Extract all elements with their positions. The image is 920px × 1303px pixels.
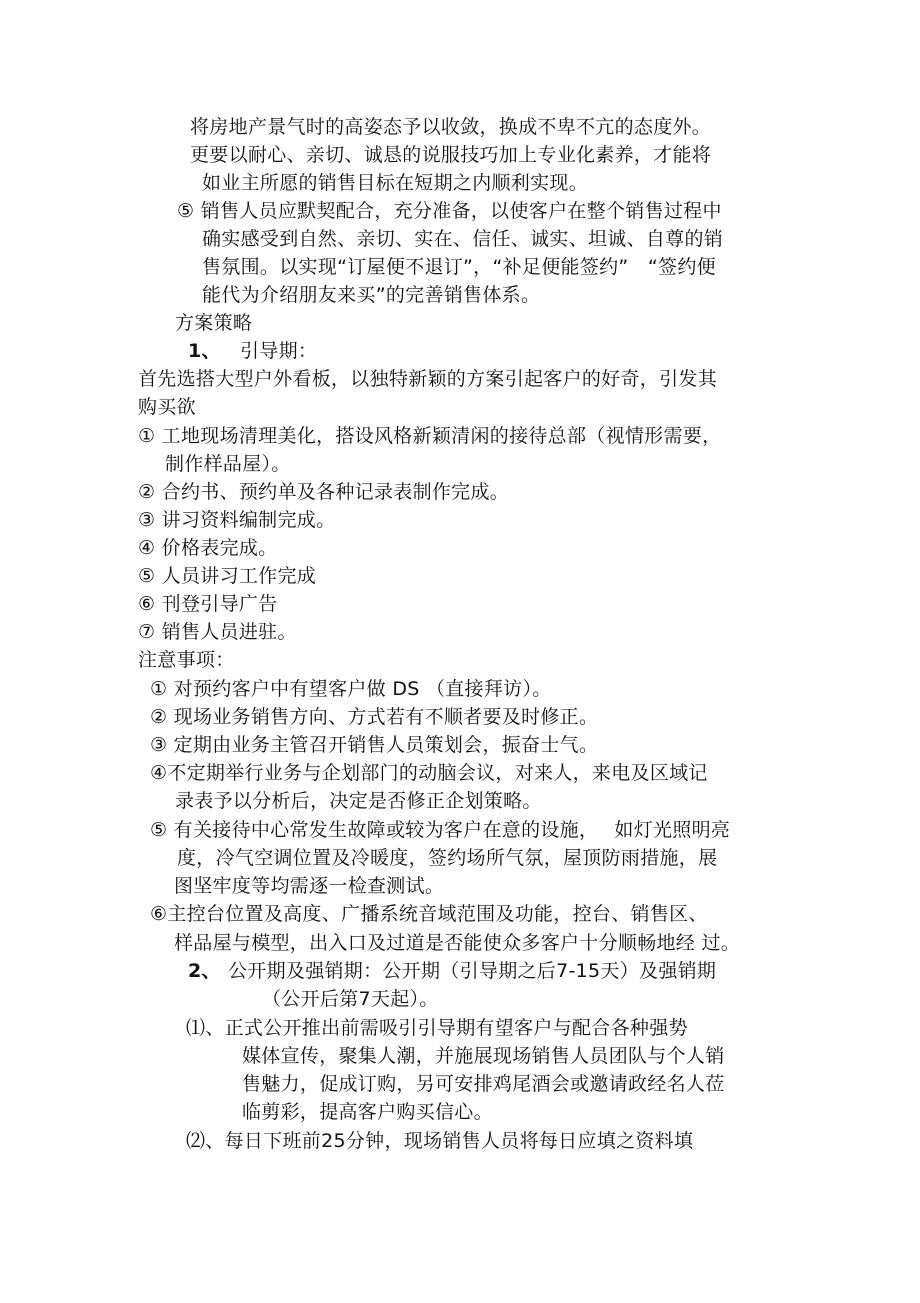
note-line: ① 对预约客户中有望客户做 DS （直接拜访）。 (150, 678, 552, 700)
note-line: 样品屋与模型，出入口及过道是否能使众多客户十分顺畅地经 过。 (174, 932, 741, 954)
phase1-task: ⑤ 人员讲习工作完成 (138, 565, 317, 587)
phase2-sub1-line: ⑴、正式公开推出前需吸引引导期有望客户与配合各种强势 (186, 1017, 688, 1039)
phase2-sub1-line: 售魅力，促成订购，另可安排鸡尾酒会或邀请政经名人莅 (242, 1073, 725, 1095)
strategy-heading: 方案策略 (175, 312, 253, 334)
item5-line: 确实感受到自然、亲切、实在、信任、诚实、坦诚、自尊的销 (202, 228, 724, 250)
phase1-task: ② 合约书、预约单及各种记录表制作完成。 (138, 481, 510, 503)
phase1-task: ① 工地现场清理美化，搭设风格新颖清闲的接待总部（视情形需要， (138, 425, 722, 447)
phase2-title: 公开期及强销期：公开期（引导期之后7-15天）及强销期 (228, 960, 717, 982)
item5-line: 能代为介绍朋友来买”的完善销售体系。 (202, 284, 541, 306)
note-line: ③ 定期由业务主管召开销售人员策划会，振奋士气。 (150, 734, 599, 756)
item5-line: ⑤ 销售人员应默契配合，充分准备，以使客户在整个销售过程中 (177, 200, 722, 222)
notes-heading: 注意事项： (138, 649, 235, 671)
intro-line: 如业主所愿的销售目标在短期之内顺利实现。 (202, 172, 589, 194)
phase2-title: （公开后第7天起）。 (262, 988, 439, 1010)
phase1-title: 引导期： (240, 340, 318, 362)
phase1-task: ⑦ 销售人员进驻。 (138, 621, 297, 643)
note-line: 录表予以分析后，决定是否修正企划策略。 (175, 790, 542, 812)
phase1-task: ⑥ 刊登引导广告 (138, 593, 278, 615)
note-line: 度，冷气空调位置及冷暖度，签约场所气氛，屋顶防雨措施，展 (177, 847, 718, 869)
phase1-number: 1、 (188, 340, 221, 362)
phase2-sub2-line: ⑵、每日下班前25分钟，现场销售人员将每日应填之资料填 (186, 1130, 694, 1152)
phase2-number: 2、 (188, 960, 221, 982)
phase2-sub1-line: 媒体宣传，聚集人潮，并施展现场销售人员团队与个人销 (242, 1045, 725, 1067)
item5-line: 售氛围。以实现“订屋便不退订”，“补足便能签约” “签约便 (202, 256, 716, 278)
phase1-task: ④ 价格表完成。 (138, 537, 278, 559)
intro-line: 将房地产景气时的高姿态予以收敛，换成不卑不亢的态度外。 (190, 116, 712, 138)
note-line: ② 现场业务销售方向、方式若有不顺者要及时修正。 (150, 706, 599, 728)
phase2-sub1-line: 临剪彩，提高客户购买信心。 (242, 1101, 493, 1123)
phase1-task: 制作样品屋）。 (165, 453, 291, 475)
phase1-task: ③ 讲习资料编制完成。 (138, 509, 336, 531)
intro-line: 更要以耐心、亲切、诚恳的说服技巧加上专业化素养，才能将 (190, 144, 712, 166)
phase1-desc: 首先选搭大型户外看板，以独特新颖的方案引起客户的好奇，引发其 (138, 368, 718, 390)
note-line: ④不定期举行业务与企划部门的动脑会议，对来人，来电及区域记 (150, 762, 708, 784)
phase1-desc: 购买欲 (138, 396, 196, 418)
note-line: ⑤ 有关接待中心常发生故障或较为客户在意的设施， 如灯光照明亮 (150, 819, 731, 841)
note-line: 图坚牢度等均需逐一检查测试。 (174, 875, 445, 897)
note-line: ⑥主控台位置及高度、广播系统音域范围及功能，控台、销售区、 (150, 903, 708, 925)
